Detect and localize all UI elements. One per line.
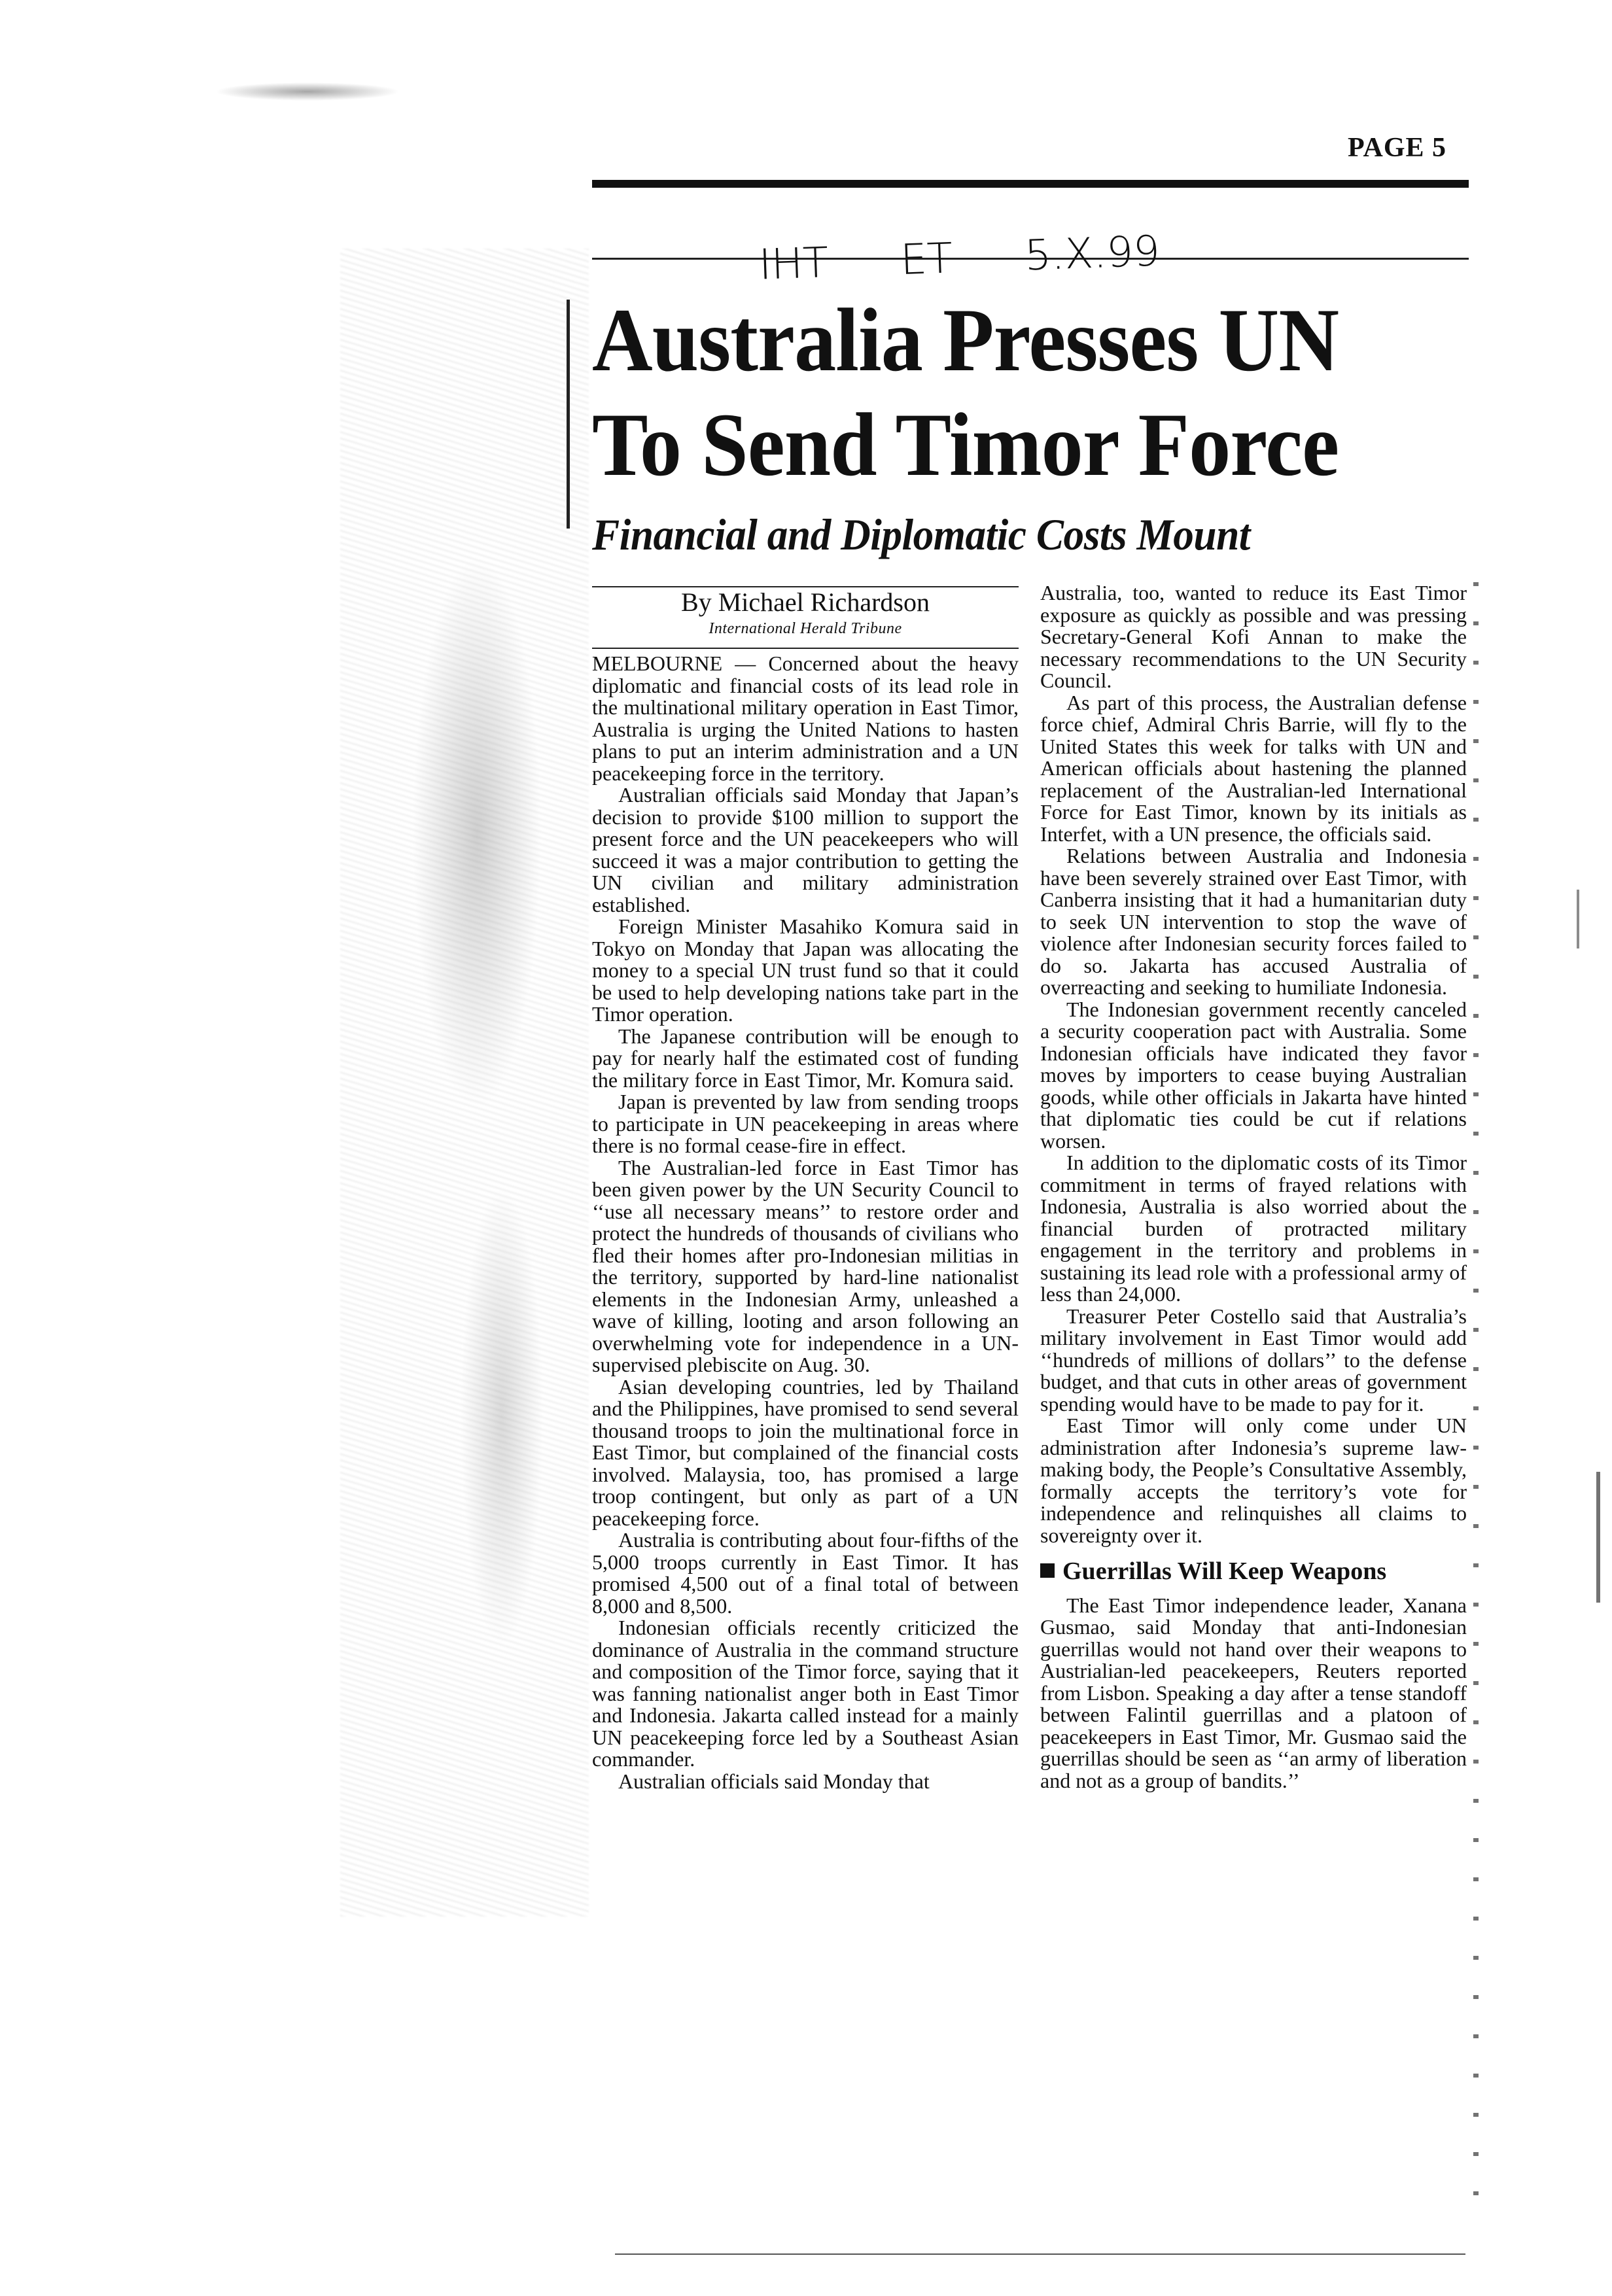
subheadline: Financial and Diplomatic Costs Mount: [592, 510, 1250, 559]
paragraph: Foreign Minister Masahiko Komura said in Tokyo on Monday that Japan was allocating the money to a special UN trust fund so that it could be used to help developing nations take part in the Timor operation.: [592, 914, 1019, 1026]
page-number: PAGE 5: [1348, 133, 1447, 163]
paragraph: Australia, too, wanted to reduce its East Timor exposure as quickly as possible and was pressing Secretary-General Kofi Annan to make the necessary recommendations to the UN Security Council.: [1040, 581, 1467, 692]
paragraph: Australian officials said Monday that Japan’s decision to provide $100 million to support the present force and the UN peacekeepers who will succeed it was a major contribution to getting the UN civilian and military administration established.: [592, 783, 1019, 916]
paragraph: In addition to the diplomatic costs of its Timor commitment in terms of frayed relations with Indonesia, Australia is also worried about the financial burden of protracted military engagement in the territory and problems in sustaining its lead role with a professional army of less than 24,000.: [1040, 1151, 1467, 1306]
section-heading: [1040, 1557, 1467, 1585]
section-heading-text: Guerrillas Will Keep Weapons: [1062, 1557, 1387, 1585]
square-bullet-icon: [1040, 1563, 1055, 1578]
article-column-2: [1040, 582, 1467, 1792]
header-rule: [592, 180, 1469, 188]
paragraph: Indonesian officials recently criticized the dominance of Australia in the command structure and composition of the Timor force, saying that it was fanning nationalist anger both in East Timor and Indonesia. Jakarta called instead for a mainly UN peacekeeping force led by a Southeast Asian commander.: [592, 1616, 1019, 1771]
paragraph: Treasurer Peter Costello said that Australia’s military involvement in East Timor would add ‘‘hundreds of millions of dollars’’ to the defense budget, and that cuts in other areas of government spending would have to be made to pay for it.: [1040, 1304, 1467, 1416]
headline-side-bar: [567, 300, 570, 529]
paragraph: Asian developing countries, led by Thailand and the Philippines, have promised to send several thousand troops to join the multinational force in East Timor, but complained of the financial costs involved. Malaysia, too, has promised a large troop contingent, but only as part of a UN peacekeeping force.: [592, 1374, 1019, 1530]
paragraph: The Japanese contribution will be enough to pay for nearly half the estimated cost of funding the military force in East Timor, Mr. Komura said.: [592, 1024, 1019, 1092]
paragraph: The Australian-led force in East Timor has been given power by the UN Security Council to ‘‘use all necessary means’’ to restore order and protect the hundreds of thousands of civilians who fled their homes after pro-Indonesian militias in the territory, supported by hard-line nationalist elements in the Indonesian Army, unleashed a wave of killing, looting and arson following an overwhelming vote for independence in a UN-supervised plebiscite on Aug. 30.: [592, 1155, 1019, 1376]
margin-tick-marks: [1473, 582, 1479, 2231]
paragraph: East Timor will only come under UN administration after Indonesia’s supreme law-making body, the People’s Consultative Assembly, formally accepts the territory’s vote for independence and relinquishes all claims to sovereignty over it.: [1040, 1414, 1467, 1547]
paragraph: The East Timor independence leader, Xanana Gusmao, said Monday that anti-Indonesian guerrillas would not hand over their weapons to Austrialian-led peacekeepers, Reuters reported from Lisbon. Speaking a day after a tense standoff between Falintil guerrillas and a platoon of peacekeepers in East Timor, Mr. Gusmao said the guerrillas should be seen as ‘‘an army of liberation and not as a group of bandits.’’: [1040, 1593, 1467, 1792]
byline-affiliation: International Herald Tribune: [709, 620, 902, 637]
scan-smudge: [170, 72, 445, 111]
article-column-1: [592, 653, 1019, 1792]
scan-margin-mark: [1577, 890, 1579, 948]
byline-rule-bottom: [592, 648, 1019, 649]
paragraph: Relations between Australia and Indonesia have been severely strained over East Timor, with Canberra insisting that it had a humanitarian duty to seek UN intervention to stop the wave of violence after Indonesian security forces failed to do so. Jakarta has accused Australia of overreacting and seeking to humiliate Indonesia.: [1040, 844, 1467, 999]
byline: By Michael Richardson: [681, 587, 930, 617]
headline-line-1: Australia Presses UN: [592, 290, 1339, 390]
paragraph: The Indonesian government recently canceled a security cooperation pact with Australia. Some Indonesian officials have indicated they favor moves by importers to cease buying Australian goods, while other officials in Jakarta have hinted that diplomatic ties could be cut if relations worsen.: [1040, 997, 1467, 1153]
scan-margin-mark: [1596, 1472, 1600, 1603]
footer-rule: [615, 2253, 1465, 2255]
paragraph: Japan is prevented by law from sending troops to participate in UN peacekeeping in areas where there is no formal cease-fire in effect.: [592, 1090, 1019, 1157]
paragraph: Australia is contributing about four-fifths of the 5,000 troops currently in East Timor. It has promised 4,500 out of a final total of between 8,000 and 8,500.: [592, 1528, 1019, 1618]
headline: [592, 288, 1431, 497]
headline-line-2: To Send Timor Force: [592, 394, 1339, 495]
scan-shadow: [340, 249, 589, 1917]
handwritten-annotation: IHT ET 5.X.99: [758, 227, 1161, 290]
paragraph: Australian officials said Monday that: [618, 1769, 930, 1793]
paragraph: As part of this process, the Australian defense force chief, Admiral Chris Barrie, will fly to the United States this week for talks with UN and American officials about hastening the planned replacement of the Australian-led International Force for East Timor, known by its initials as Interfet, with a UN presence, the officials said.: [1040, 690, 1467, 846]
paragraph: MELBOURNE — Concerned about the heavy diplomatic and financial costs of its lead role in the multinational military operation in East Timor, Australia is urging the United Nations to hasten plans to put an interim administration and a UN peacekeeping force in the territory.: [592, 652, 1019, 785]
